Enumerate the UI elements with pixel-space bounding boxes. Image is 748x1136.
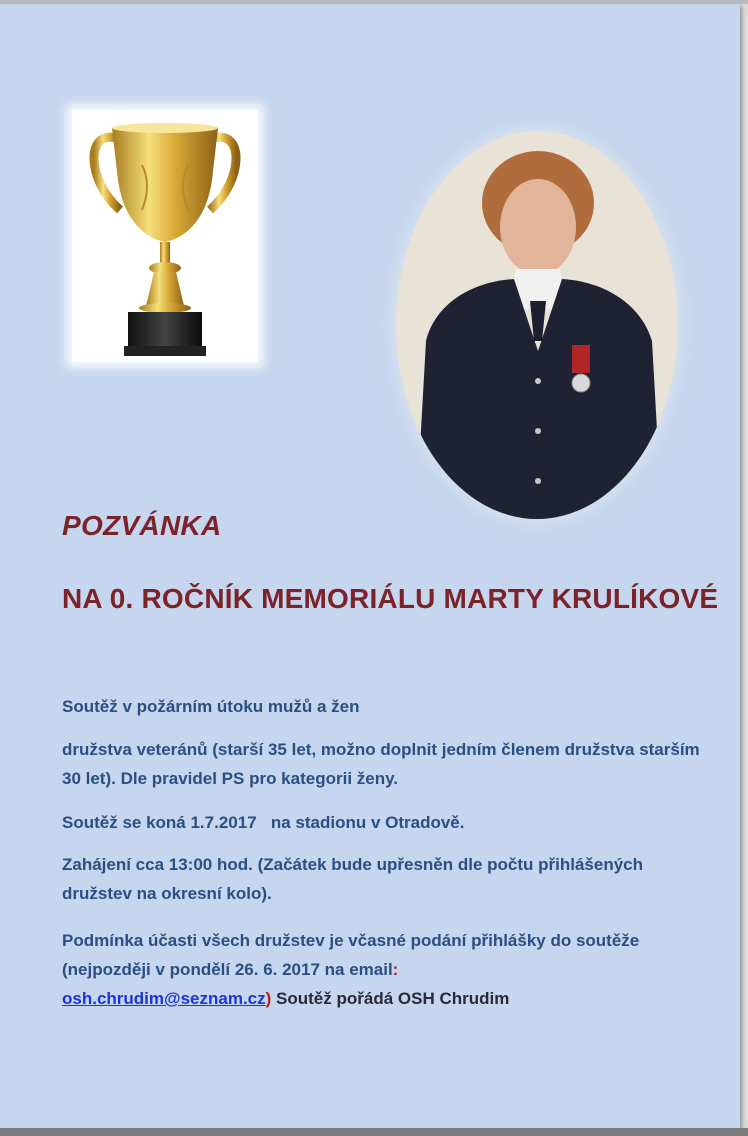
- registration-colon: :: [392, 960, 399, 979]
- person-icon: [396, 131, 678, 519]
- registration-paren: ): [265, 989, 272, 1008]
- heading-event: NA 0. ROČNÍK MEMORIÁLU MARTY KRULÍKOVÉ: [62, 583, 719, 614]
- registration-text: Podmínka účasti všech družstev je včasné podání přihlášky do soutěže (nejpozději v pondělí 26. 6. 2017 na email: [62, 931, 644, 979]
- paragraph-registration: [62, 926, 702, 1013]
- trophy-icon: [72, 110, 258, 362]
- paragraph-competition: Soutěž v požárním útoku mužů a žen: [62, 697, 360, 716]
- portrait-photo: [396, 131, 678, 519]
- paragraph-start-time: Zahájení cca 13:00 hod. (Začátek bude upřesněn dle počtu přihlášených družstev na okresní kolo).: [62, 855, 648, 903]
- bottom-edge: [0, 1128, 748, 1136]
- organizer-text: Soutěž pořádá OSH Chrudim: [271, 989, 510, 1008]
- trophy-image: [72, 110, 258, 362]
- paragraph-date: Soutěž se koná 1.7.2017 na stadionu v Otradově.: [62, 813, 465, 832]
- email-link[interactable]: osh.chrudim@seznam.cz: [62, 989, 266, 1008]
- heading-invitation: POZVÁNKA: [62, 510, 222, 541]
- document-page: [0, 4, 740, 1128]
- paragraph-teams: družstva veteránů (starší 35 let, možno doplnit jedním členem družstva starším 30 let). Dle pravidel PS pro kategorii ženy.: [62, 740, 705, 788]
